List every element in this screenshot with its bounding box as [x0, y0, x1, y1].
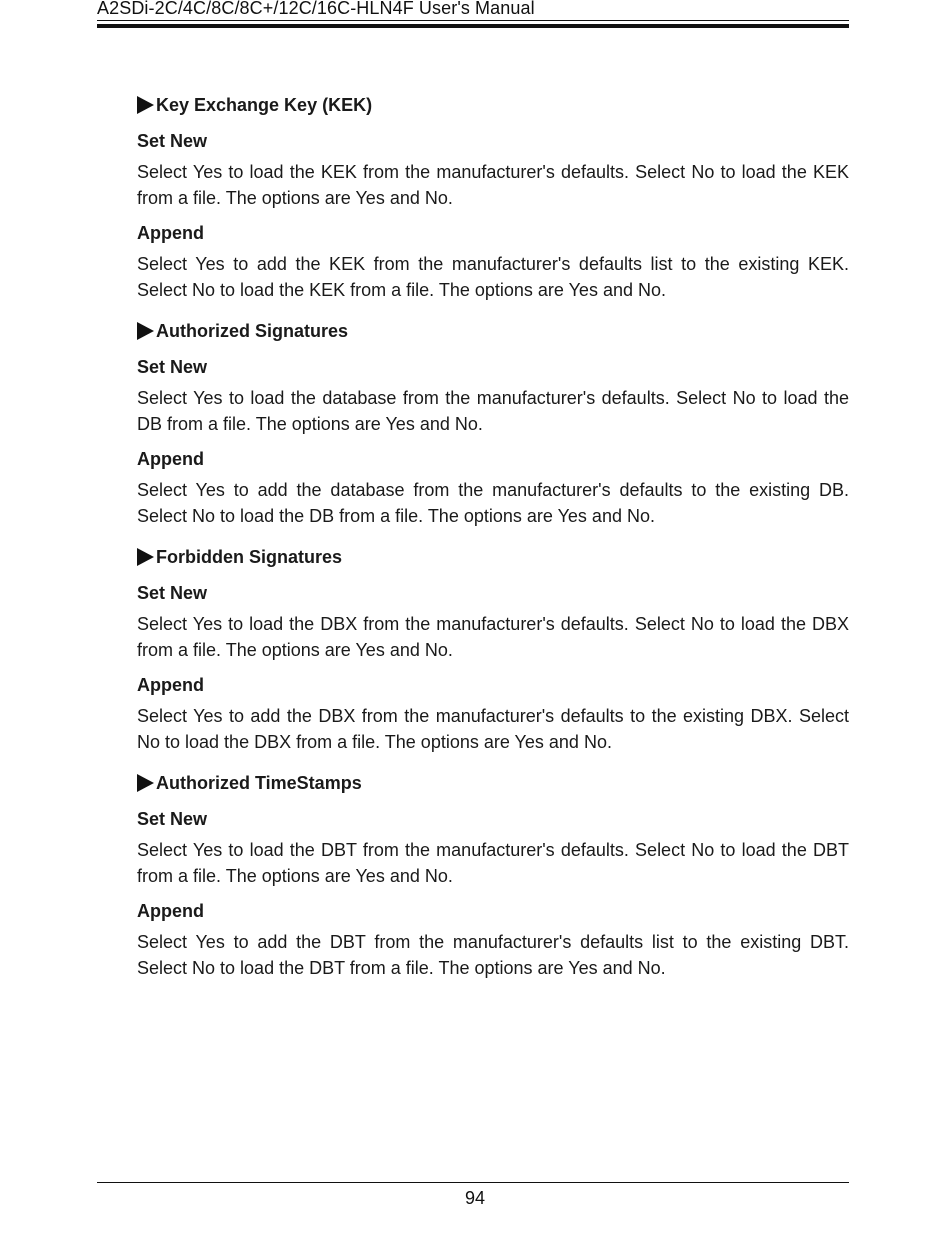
- section-authorized-timestamps: [137, 769, 849, 981]
- triangle-right-icon: [137, 548, 154, 566]
- option-description: Select Yes to add the DBT from the manufacturer's defaults list to the existing DBT. Select No to load the DBT from a file. The options are Yes and No.: [137, 932, 849, 978]
- header-rule-thin: [97, 20, 849, 21]
- option-description: Select Yes to add the DBX from the manufacturer's defaults to the existing DBX. Select No to load the DBX from a file. The options are Yes and No.: [137, 706, 849, 752]
- section-forbidden-signatures: [137, 543, 849, 755]
- triangle-right-icon: [137, 96, 154, 114]
- option-description: Select Yes to load the database from the manufacturer's defaults. Select No to load the DB from a file. The options are Yes and No.: [137, 388, 849, 434]
- section-heading-label: Forbidden Signatures: [156, 546, 343, 567]
- page-number: 94: [464, 1188, 486, 1208]
- option-description: Select Yes to load the KEK from the manufacturer's defaults. Select No to load the KEK from a file. The options are Yes and No.: [137, 162, 849, 208]
- section-heading-label: Authorized TimeStamps: [156, 772, 362, 793]
- section-heading: [137, 91, 849, 119]
- option-heading: Append: [137, 223, 204, 243]
- option-heading: Set New: [137, 583, 208, 603]
- section-heading-label: Key Exchange Key (KEK): [156, 94, 373, 115]
- option-heading: Append: [137, 449, 204, 469]
- header-rule-thick: [97, 24, 849, 28]
- option-description: Select Yes to add the database from the manufacturer's defaults to the existing DB. Select No to load the DB from a file. The options are Yes and No.: [137, 480, 849, 526]
- triangle-right-icon: [137, 774, 154, 792]
- page-content: [137, 91, 849, 995]
- option-heading: Set New: [137, 809, 208, 829]
- section-heading: [137, 769, 849, 797]
- option-heading: Set New: [137, 357, 208, 377]
- option-heading: Append: [137, 901, 204, 921]
- option-heading: Set New: [137, 131, 208, 151]
- option-heading: Append: [137, 675, 204, 695]
- section-kek: [137, 91, 849, 303]
- section-heading-label: Authorized Signatures: [156, 320, 349, 341]
- option-description: Select Yes to load the DBT from the manufacturer's defaults. Select No to load the DBT from a file. The options are Yes and No.: [137, 840, 849, 886]
- manual-title: A2SDi-2C/4C/8C/8C+/12C/16C-HLN4F User's Manual: [97, 0, 535, 18]
- option-description: Select Yes to add the KEK from the manufacturer's defaults list to the existing KEK. Select No to load the KEK from a file. The options are Yes and No.: [137, 254, 849, 300]
- section-heading: [137, 543, 849, 571]
- option-description: Select Yes to load the DBX from the manufacturer's defaults. Select No to load the DBX from a file. The options are Yes and No.: [137, 614, 849, 660]
- triangle-right-icon: [137, 322, 154, 340]
- section-authorized-signatures: [137, 317, 849, 529]
- section-heading: [137, 317, 849, 345]
- footer-rule: [97, 1182, 849, 1183]
